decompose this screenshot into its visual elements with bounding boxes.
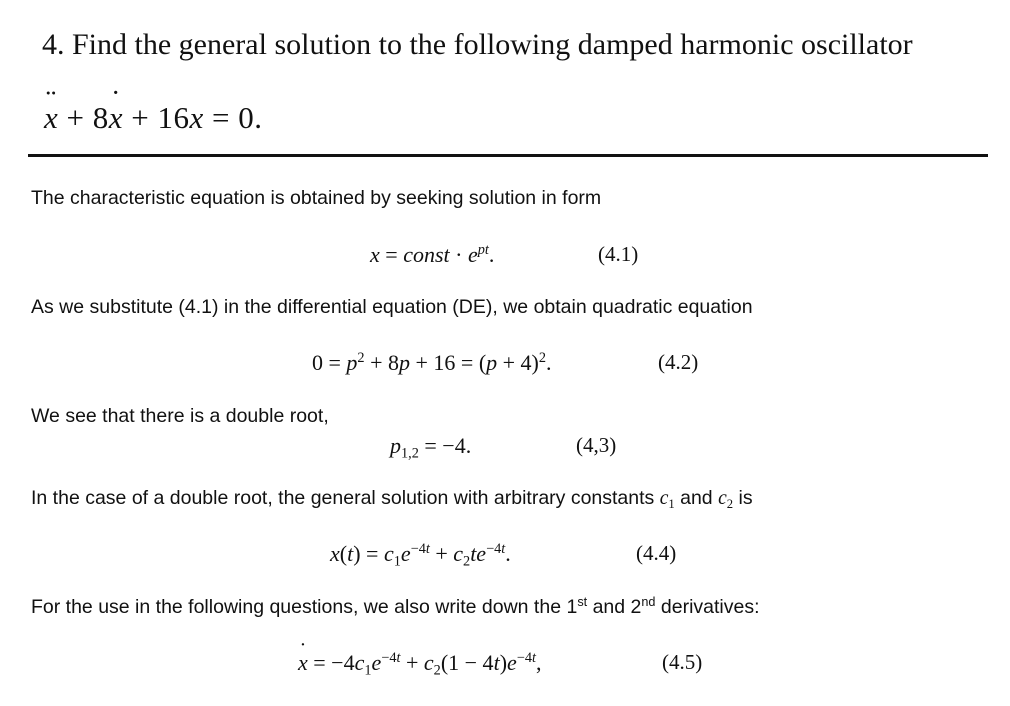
equation-number-4-2: (4.2) — [658, 350, 699, 374]
p5-start: For the use in the following questions, we also write down the 1 — [31, 596, 578, 618]
p5-st: st — [577, 595, 588, 610]
p5-nd: nd — [641, 595, 656, 610]
divider — [28, 154, 988, 157]
x-var: x — [189, 100, 204, 135]
plus-sixteen: + 16 — [123, 100, 190, 135]
p5-end: derivatives: — [655, 596, 760, 618]
plus-eight: + 8 — [58, 100, 109, 135]
x-dot: ˙ x — [109, 100, 123, 136]
equation-number-4-4: (4.4) — [636, 541, 677, 565]
equation-number-4-3: (4,3) — [576, 433, 617, 457]
paragraph-4 — [31, 487, 753, 510]
equation-4-1: x = const · $e^{pt}$. — [370, 242, 495, 267]
paragraph-1: The characteristic equation is obtained by seeking solution in form — [31, 187, 602, 209]
equals-zero: = 0. — [203, 100, 263, 135]
paragraph-5 — [31, 596, 760, 619]
equation-number-4-5: (4.5) — [662, 650, 703, 674]
x-double-dot: ¨ x — [44, 100, 58, 136]
c2-symbol: $c_2$ — [718, 488, 734, 511]
paragraph-3: We see that there is a double root, — [31, 405, 329, 427]
p4-start: In the case of a double root, the general solution with arbitrary constants — [31, 487, 660, 509]
problem-equation — [44, 100, 263, 136]
equation-number-4-1: (4.1) — [598, 242, 639, 266]
problem-title: 4. Find the general solution to the following damped harmonic oscillator — [42, 28, 913, 61]
equation-4-5: ˙ $x = -4c_1e^{-4t} + c_2(1 - 4t)e^{-4t}$, — [298, 650, 541, 676]
c1-symbol: $c_1$ — [659, 488, 675, 511]
p4-end: is — [733, 487, 753, 509]
p4-and: and — [674, 487, 719, 509]
equation-4-2: $0 = p^2 + 8p + 16 = (p + 4)^2$. — [312, 350, 552, 375]
equation-4-3: $p_{1,2} = -4$. — [390, 433, 472, 462]
paragraph-2: As we substitute (4.1) in the differential equation (DE), we obtain quadratic equation — [31, 296, 753, 318]
equation-4-4: $x(t) = c_1e^{-4t} + c_2te^{-4t}$. — [330, 541, 511, 570]
p5-and: and 2 — [587, 596, 642, 618]
